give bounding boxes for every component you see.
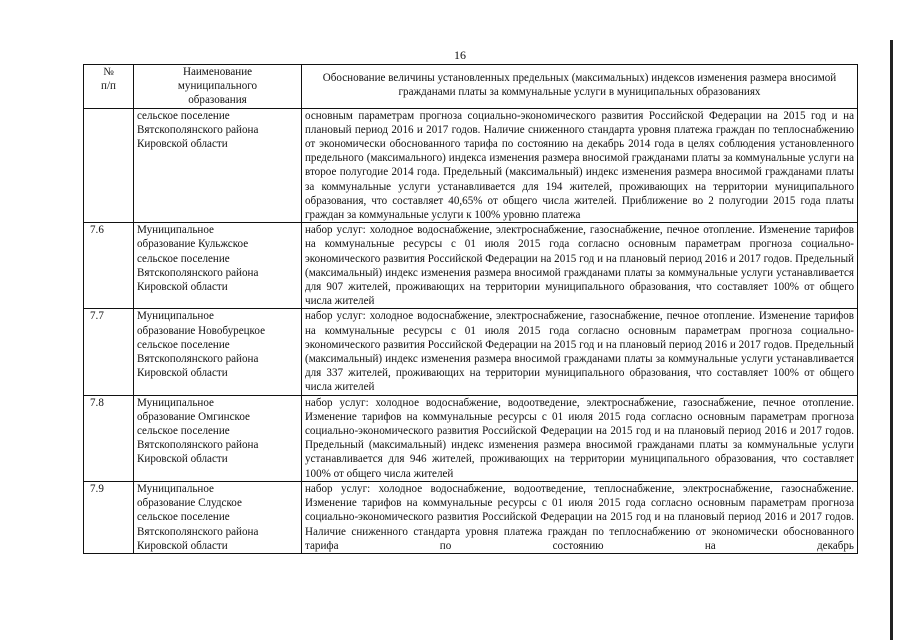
- table-row: [84, 309, 858, 395]
- row-justification: набор услуг: холодное водоснабжение, водоотведение, электроснабжение, газоснабжение, печное отопление. Изменение тарифов на коммунальные ресурсы с 01 июля 2015 года согласно основным параметрам прогноза социально-экономического развития Российской Федерации на 2015 год и на плановый период 2016 и 2017 годов. Предельный (максимальный) индекс изменения размера вносимой гражданами платы за коммунальные услуги устанавливается для 946 жителей, проживающих на территории муниципального образования, что составляет 100% от общего числа жителей: [302, 395, 858, 481]
- table-row: [84, 395, 858, 481]
- table-row: [84, 481, 858, 553]
- row-justification: набор услуг: холодное водоснабжение, водоотведение, теплоснабжение, электроснабжение, газоснабжение. Изменение тарифов на коммунальные ресурсы с 01 июля 2015 года согласно основным параметрам прогноза социально-экономического развития Российской Федерации на 2015 год и на плановый период 2016 и 2017 годов. Наличие сниженного стандарта уровня платежа граждан по теплоснабжению от экономически обоснованного тарифа по состоянию на декабрь: [302, 481, 858, 553]
- page-edge-bar: [890, 40, 893, 640]
- table-header-row: [84, 65, 858, 109]
- header-justification: Обоснование величины установленных предельных (максимальных) индексов изменения размера вносимой гражданами платы за коммунальные услуги в муниципальных образованиях: [302, 65, 858, 109]
- row-number: 7.9: [84, 481, 134, 553]
- row-number: [84, 108, 134, 223]
- row-municipality: Муниципальное образование Новобурецкое сельское поселение Вятскополянского района Кировской области: [134, 309, 302, 395]
- page-number: 16: [454, 48, 466, 62]
- table-row: [84, 223, 858, 309]
- header-municipality: Наименование муниципального образования: [134, 65, 302, 109]
- row-justification: основным параметрам прогноза социально-экономического развития Российской Федерации на 2015 год и на плановый период 2016 и 2017 годов. Наличие сниженного стандарта уровня платежа граждан по теплоснабжению от экономически обоснованного тарифа по состоянию на декабрь 2014 года в целях соблюдения установленного предельного (максимального) индекса изменения размера вносимой гражданами платы за коммунальные услуги на второе полугодие 2014 года. Предельный (максимальный) индекс изменения размера вносимой гражданами платы за коммунальные услуги устанавливается для 194 жителей, проживающих на территории муниципального образования, что составляет 40,65% от общего числа жителей. Приближение во 2 полугодии 2015 года платы граждан за коммунальные услуги к 100% уровню платежа: [302, 108, 858, 223]
- row-municipality: Муниципальное образование Кульжское сельское поселение Вятскополянского района Кировской области: [134, 223, 302, 309]
- row-number: 7.8: [84, 395, 134, 481]
- row-municipality: Муниципальное образование Омгинское сельское поселение Вятскополянского района Кировской области: [134, 395, 302, 481]
- row-municipality: сельское поселение Вятскополянского района Кировской области: [134, 108, 302, 223]
- row-justification: набор услуг: холодное водоснабжение, электроснабжение, газоснабжение, печное отопление. Изменение тарифов на коммунальные ресурсы с 01 июля 2015 года согласно основным параметрам прогноза социально-экономического развития Российской Федерации на 2015 год и на плановый период 2016 и 2017 годов. Предельный (максимальный) индекс изменения размера вносимой гражданами платы за коммунальные услуги устанавливается для 337 жителей, проживающих на территории муниципального образования, что составляет 100% от общего числа жителей: [302, 309, 858, 395]
- header-number: № п/п: [84, 65, 134, 109]
- row-number: 7.6: [84, 223, 134, 309]
- table-row: [84, 108, 858, 223]
- row-number: 7.7: [84, 309, 134, 395]
- row-justification: набор услуг: холодное водоснабжение, электроснабжение, газоснабжение, печное отопление. Изменение тарифов на коммунальные ресурсы с 01 июля 2015 года согласно основным параметрам прогноза социально-экономического развития Российской Федерации на 2015 год и на плановый период 2016 и 2017 годов. Предельный (максимальный) индекс изменения размера вносимой гражданами платы за коммунальные услуги устанавливается для 907 жителей, проживающих на территории муниципального образования, что составляет 100% от общего числа жителей: [302, 223, 858, 309]
- row-municipality: Муниципальное образование Слудское сельское поселение Вятскополянского района Кировской области: [134, 481, 302, 553]
- tariff-index-table: [83, 64, 858, 554]
